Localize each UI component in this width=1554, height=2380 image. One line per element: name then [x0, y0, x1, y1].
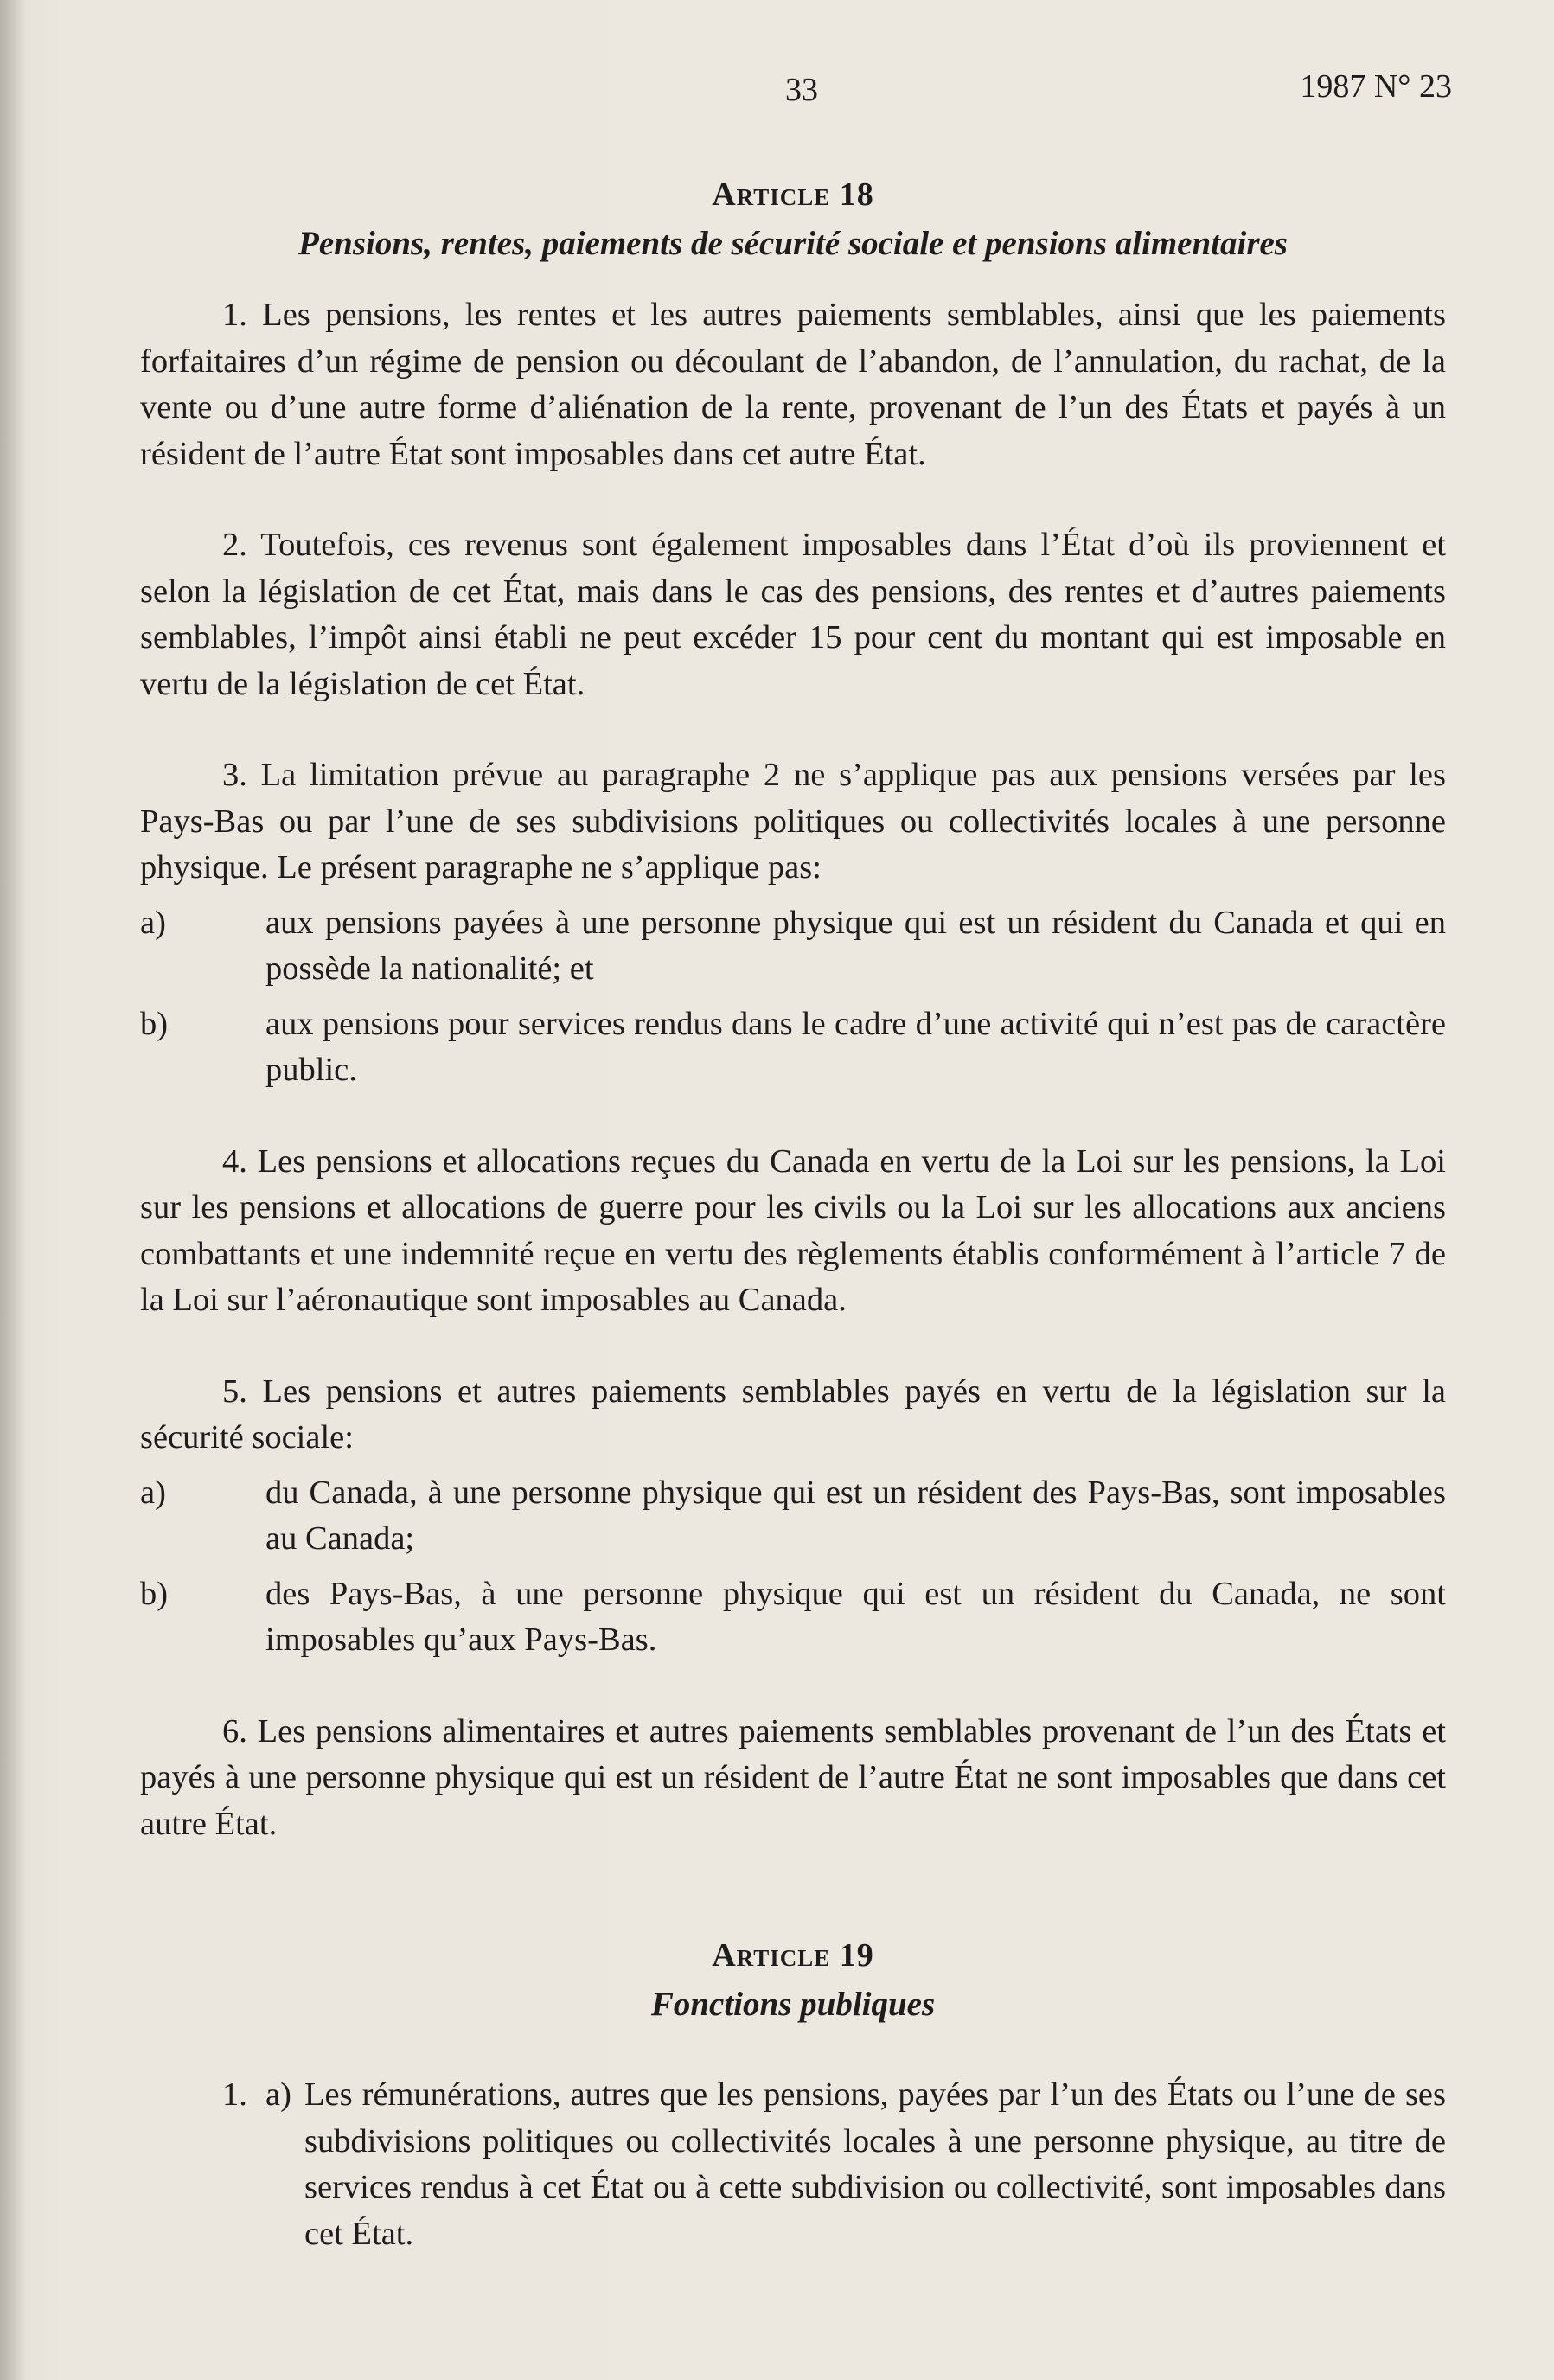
article-18-paragraph-3: 3. La limitation prévue au paragraphe 2 ne s’applique pas aux pensions versées par les Pays-Bas ou par l’une de ses subdivisions politiques ou collectivités locales à une personne physique. Le présent paragraphe ne s’applique pas: — [140, 757, 1446, 886]
article-18-paragraph-5-item-a — [140, 1470, 1446, 1563]
article-18-title-text: Article 18 — [712, 176, 874, 213]
item-label: b) — [140, 1005, 169, 1042]
article-18-paragraph-4: 4. Les pensions et allocations reçues du Canada en vertu de la Loi sur les pensions, la Loi sur les pensions et allocations de guerre pour les civils ou la Loi sur les allocations aux anciens combattants et une indemnité reçue en vertu des règlements établis conformément à l’article 7 de la Loi sur l’aéronautique sont imposables au Canada. — [140, 1142, 1446, 1318]
item-text: aux pensions payées à une personne physique qui est un résident du Canada et qui en possède la nationalité; et — [265, 904, 1446, 987]
article-18-paragraph-3-item-b — [140, 1001, 1446, 1094]
item-label: a) — [140, 1474, 166, 1511]
article-19-paragraph-1-a — [140, 2072, 1446, 2257]
item-label: a) — [140, 904, 166, 941]
binding-shadow — [0, 0, 26, 2380]
item-label: b) — [140, 1575, 169, 1612]
article-18-paragraph-6: 6. Les pensions alimentaires et autres paiements semblables provenant de l’un des États et payés à une personne physique qui est un résident de l’autre État ne sont imposables que dans cet autre État. — [140, 1712, 1446, 1842]
article-19 — [140, 1934, 1446, 2257]
article-18-paragraph-3-item-a — [140, 900, 1446, 993]
item-text: des Pays-Bas, à une personne physique qui est un résident du Canada, ne sont imposables qu’aux Pays-Bas. — [265, 1575, 1446, 1658]
item-text: aux pensions pour services rendus dans le cadre d’une activité qui n’est pas de caractère public. — [265, 1005, 1446, 1088]
journal-reference: 1987 N° 23 — [1300, 68, 1452, 105]
article-18 — [140, 173, 1446, 1847]
page-header — [0, 67, 1554, 119]
article-18-paragraph-5: 5. Les pensions et autres paiements semblables payés en vertu de la législation sur la sécurité sociale: — [140, 1372, 1446, 1456]
article-19-title-text: Article 19 — [712, 1937, 874, 1974]
article-18-paragraph-2: 2. Toutefois, ces revenus sont également imposables dans l’État d’où ils proviennent et selon la législation de cet État, mais dans le cas des pensions, des rentes et d’autres paiements semblables, l’impôt ainsi établi ne peut excéder 15 pour cent du montant qui est imposable en vertu de la législation de cet État. — [140, 527, 1446, 702]
item-text: du Canada, à une personne physique qui est un résident des Pays-Bas, sont imposables au Canada; — [265, 1474, 1446, 1557]
page-content — [140, 173, 1446, 2257]
item-label: a) — [265, 2076, 291, 2113]
page-number: 33 — [785, 72, 818, 108]
article-19-subtitle: Fonctions publiques — [650, 1986, 936, 2023]
article-19-title — [140, 1934, 1446, 1977]
article-18-title — [140, 173, 1446, 216]
paragraph-text: Les rémunérations, autres que les pensions, payées par l’un des États ou l’une de ses subdivisions politiques ou collectivités locales à une personne physique, au titre de services rendus à cet État ou à cette subdivision ou collectivité, sont imposables dans cet État. — [304, 2076, 1446, 2252]
article-18-subtitle: Pensions, rentes, paiements de sécurité sociale et pensions alimentaires — [298, 225, 1288, 262]
paragraph-number: 1. — [222, 2076, 247, 2113]
article-18-paragraph-5-item-b — [140, 1571, 1446, 1664]
article-18-paragraph-1: 1. Les pensions, les rentes et les autres paiements semblables, ainsi que les paiements forfaitaires d’un régime de pension ou découlant de l’abandon, de l’annulation, du rachat, de la vente ou d’une autre forme d’aliénation de la rente, provenant de l’un des États et payés à un résident de l’autre État sont imposables dans cet autre État. — [140, 297, 1446, 472]
